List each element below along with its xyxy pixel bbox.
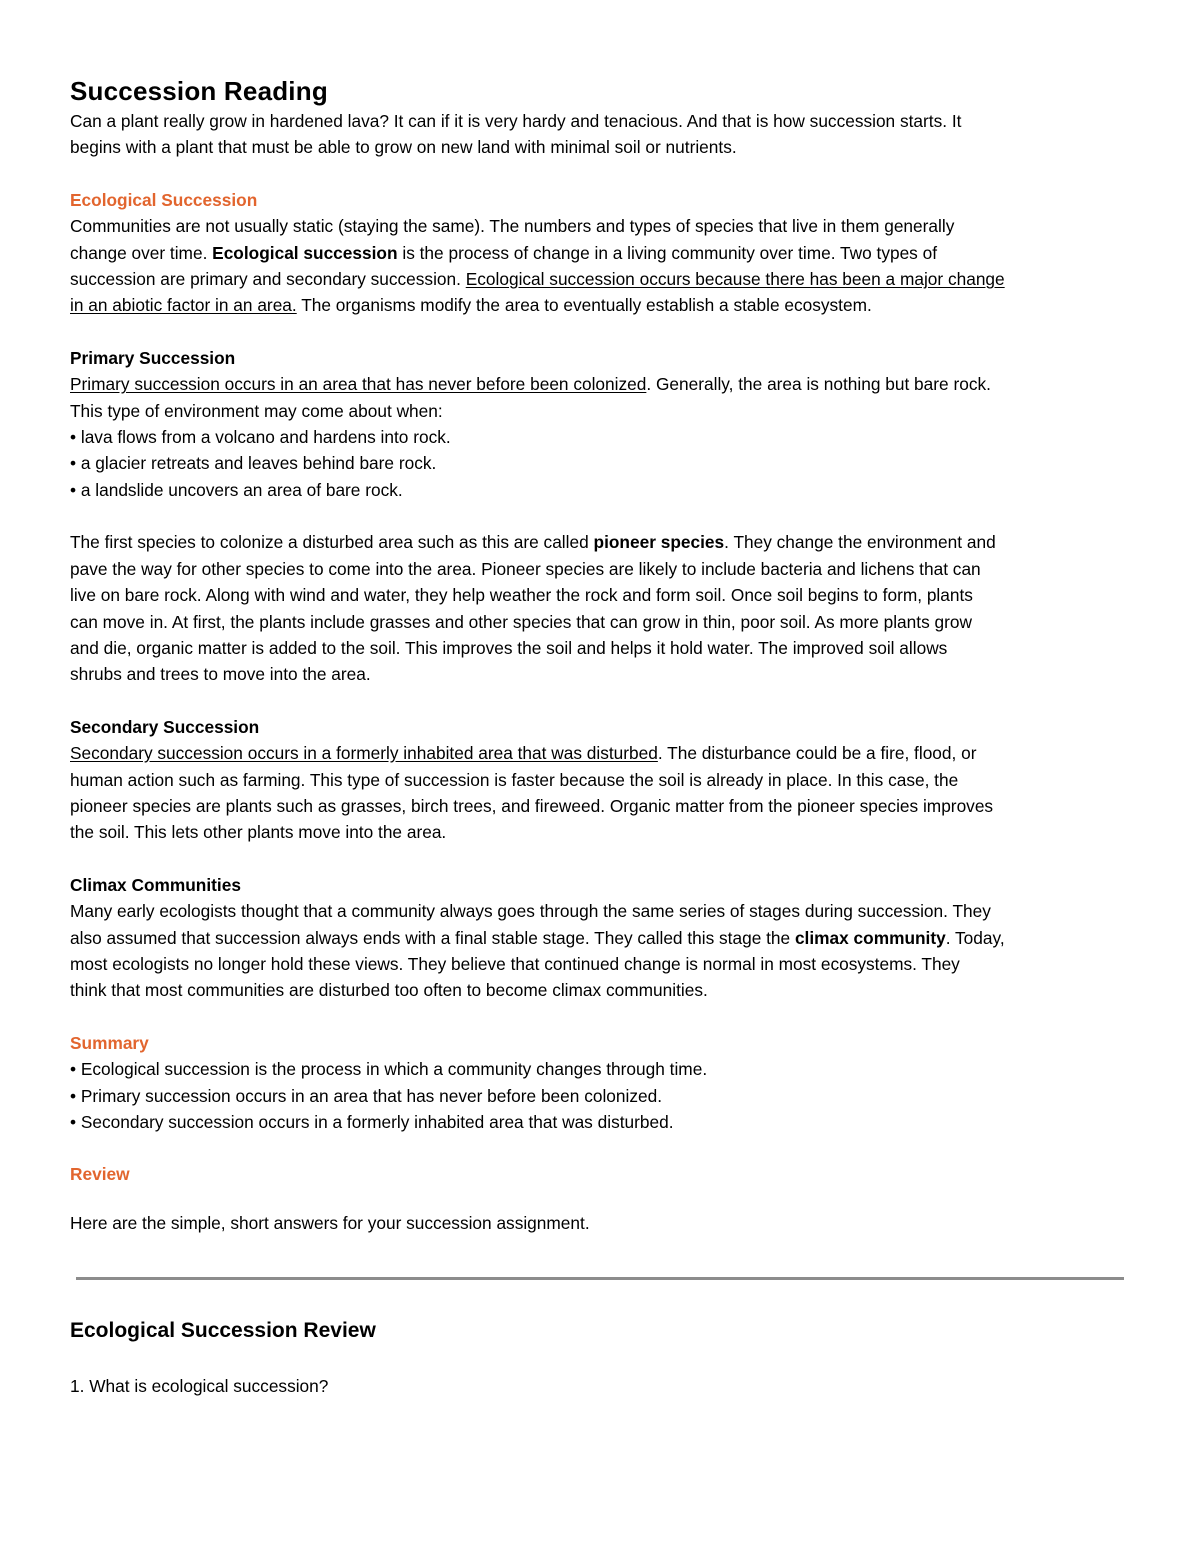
text-span: The organisms modify the area to eventually establish a stable ecosystem. <box>296 295 872 316</box>
pioneer-line-3: live on bare rock. Along with wind and water, they help weather the rock and form soil. Once soil begins to form, plants <box>70 585 973 606</box>
ecological-line-3 <box>70 266 1130 292</box>
question-1: 1. What is ecological succession? <box>70 1376 329 1396</box>
ecological-line-2 <box>70 240 1130 266</box>
secondary-heading: Secondary Succession <box>70 716 260 737</box>
text-span: change over time. <box>70 242 213 263</box>
term-pioneer-species: pioneer species <box>593 532 725 553</box>
primary-line-2: This type of environment may come about when: <box>70 400 443 421</box>
ecological-line-4 <box>70 292 1130 318</box>
text-span: succession are primary and secondary succession. <box>70 269 466 290</box>
secondary-line-4: the soil. This lets other plants move into the area. <box>70 822 447 843</box>
term-climax-community: climax community <box>794 927 946 948</box>
summary-heading: Summary <box>70 1032 149 1053</box>
pioneer-line-4: can move in. At first, the plants include grasses and other species that can grow in thin, poor soil. As more plants grow <box>70 611 972 632</box>
secondary-line-3: pioneer species are plants such as grasses, birch trees, and fireweed. Organic matter from the pioneer species improves <box>70 795 994 816</box>
text-span: . The disturbance could be a fire, flood, or <box>657 743 977 764</box>
document-page <box>70 74 1130 1236</box>
underlined-text: Primary succession occurs in an area that has never before been colonized <box>70 374 647 395</box>
intro-line-1: Can a plant really grow in hardened lava? It can if it is very hardy and tenacious. And that is how succession starts. It <box>70 111 962 131</box>
climax-line-1: Many early ecologists thought that a community always goes through the same series of stages during succession. They <box>70 901 991 922</box>
pioneer-line-1 <box>70 529 1130 555</box>
climax-line-2 <box>70 925 1130 951</box>
secondary-line-1 <box>70 740 1130 766</box>
primary-bullet-3: • a landslide uncovers an area of bare rock. <box>70 479 403 500</box>
term-ecological-succession: Ecological succession <box>212 242 398 263</box>
horizontal-divider <box>76 1277 1124 1280</box>
text-span: . Generally, the area is nothing but bare rock. <box>646 374 991 395</box>
review-section-title: Ecological Succession Review <box>70 1319 376 1342</box>
underlined-text: Ecological succession occurs because there has been a major change <box>465 269 1005 290</box>
review-text: Here are the simple, short answers for your succession assignment. <box>70 1212 590 1233</box>
review-heading: Review <box>70 1164 130 1185</box>
primary-bullet-1: • lava flows from a volcano and hardens into rock. <box>70 427 451 448</box>
text-span: . Today, <box>945 927 1005 948</box>
text-span: is the process of change in a living community over time. Two types of <box>397 242 938 263</box>
underlined-text: in an abiotic factor in an area. <box>70 295 297 316</box>
climax-heading: Climax Communities <box>70 874 241 895</box>
page-title: Succession Reading <box>70 76 328 106</box>
ecological-heading: Ecological Succession <box>70 189 258 210</box>
secondary-line-2: human action such as farming. This type of succession is faster because the soil is already in place. In this case, the <box>70 769 959 790</box>
summary-bullet-2: • Primary succession occurs in an area that has never before been colonized. <box>70 1085 663 1106</box>
climax-line-3: most ecologists no longer hold these views. They believe that continued change is normal in most ecosystems. They <box>70 953 960 974</box>
climax-line-4: think that most communities are disturbed too often to become climax communities. <box>70 980 708 1001</box>
primary-line-1 <box>70 371 1130 397</box>
pioneer-line-2: pave the way for other species to come into the area. Pioneer species are likely to include bacteria and lichens that can <box>70 558 981 579</box>
primary-bullet-2: • a glacier retreats and leaves behind bare rock. <box>70 453 437 474</box>
text-span: The first species to colonize a disturbed area such as this are called <box>70 532 594 553</box>
pioneer-line-6: shrubs and trees to move into the area. <box>70 664 371 685</box>
underlined-text: Secondary succession occurs in a formerly inhabited area that was disturbed <box>70 743 658 764</box>
intro-line-2: begins with a plant that must be able to grow on new land with minimal soil or nutrients. <box>70 137 737 158</box>
primary-heading: Primary Succession <box>70 347 236 368</box>
summary-bullet-1: • Ecological succession is the process in which a community changes through time. <box>70 1059 708 1080</box>
summary-bullet-3: • Secondary succession occurs in a formerly inhabited area that was disturbed. <box>70 1112 674 1132</box>
pioneer-line-5: and die, organic matter is added to the soil. This improves the soil and helps it hold water. The improved soil allows <box>70 637 948 658</box>
text-span: also assumed that succession always ends with a final stable stage. They called this stage the <box>70 927 795 948</box>
text-span: . They change the environment and <box>724 532 996 553</box>
ecological-line-1: Communities are not usually static (staying the same). The numbers and types of species that live in them generally <box>70 216 955 237</box>
